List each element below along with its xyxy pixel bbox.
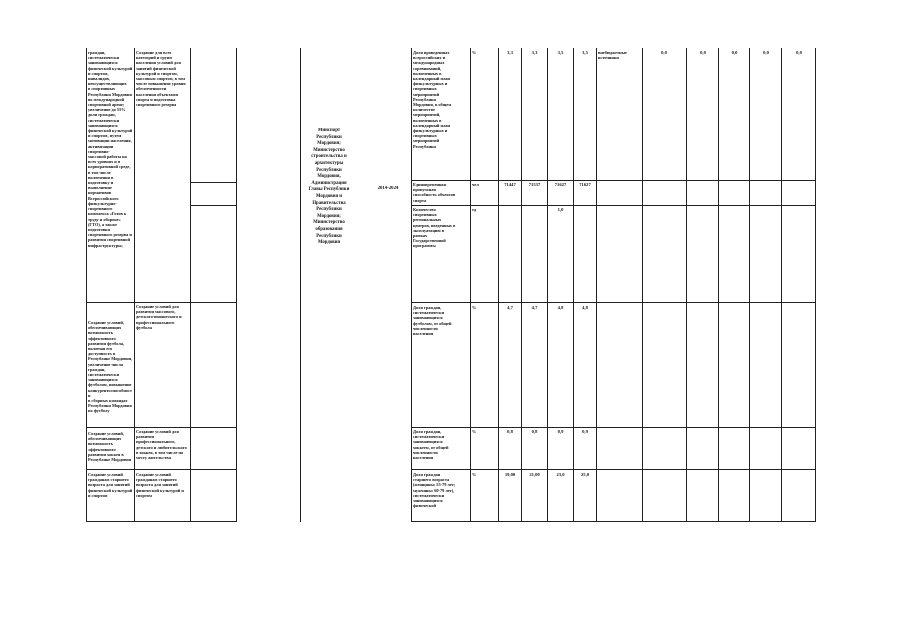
indicator-value: 3,5 xyxy=(582,50,588,55)
indicator-value: 71537 xyxy=(528,182,541,187)
indicator-value: 23,0 xyxy=(556,472,565,477)
indicator-value: 0,9 xyxy=(582,429,588,434)
indicator-value: 71447 xyxy=(504,182,516,187)
indicator-value: 0,8 xyxy=(507,429,513,434)
table-border xyxy=(86,302,236,303)
indicator-unit: % xyxy=(472,305,477,310)
indicator-value: 25,0 xyxy=(580,472,590,477)
indicator-unit: чел xyxy=(472,182,479,187)
funding-value: 0,0 xyxy=(731,50,738,55)
indicator-value: 21,00 xyxy=(529,472,540,477)
table-border xyxy=(470,48,471,522)
indicator-value: 4,8 xyxy=(582,305,588,310)
table-border xyxy=(411,521,816,522)
table-border xyxy=(134,48,135,522)
table-border xyxy=(411,48,412,522)
indicator-value: 3,3 xyxy=(531,50,538,55)
table-border xyxy=(86,48,87,522)
indicator-unit: % xyxy=(472,472,477,477)
table-border xyxy=(86,521,236,522)
table-border xyxy=(236,48,237,522)
funding-value: 0,0 xyxy=(661,50,667,55)
indicator-value: 0,8 xyxy=(531,429,538,434)
indicator-unit: % xyxy=(472,429,477,434)
table-border xyxy=(190,48,191,522)
table-border xyxy=(411,205,816,206)
table-border xyxy=(190,182,236,183)
indicator-value: 4,7 xyxy=(507,305,513,310)
table-border xyxy=(815,48,816,522)
indicator-name: Доля проведенных всероссийских и международных соревнований, включенных в календарный план физкультурных и спортивных мероприятий Республики Мордовия, в общем количестве мероприятий, включенных в календарный план физкультурных и спортивных мероприятий Республики xyxy=(413,50,452,149)
indicator-value: 3,5 xyxy=(557,50,564,55)
indicator-value: 0,9 xyxy=(557,429,564,434)
indicator-name: Единовременная пропускная способность объектов спорта xyxy=(413,182,456,203)
task-text: Создание условий гражданам старшего возраста для занятий физической культурой и спортом xyxy=(136,472,184,498)
goal-text: Создание условий гражданам старшего возраста для занятий физической культурой и спортом xyxy=(88,472,133,498)
table-border xyxy=(300,48,301,522)
funding-value: 0,0 xyxy=(700,50,706,55)
task-text: Создание условий для развития профессионального, детского и любительского в хоккея, в том числе по месту жительства xyxy=(136,429,187,461)
task-text: Создание условий для развития массового, детского-юношеского и профессионального футбола xyxy=(136,304,182,330)
goal-text: Создание условий, обеспечивающих возможность эффективного развития футбола, включая его доступность в Республике Мордовия, увеличение числа граждан, систематически занимающихся футболом, повышение конкурентоспособности в сборных командах Республики Мордовия по футболу xyxy=(88,320,133,414)
indicator-name: Доля граждан старшего возраста (женщины: 55-79 лет; мужчины: 60-79 лет), систематически занимающихся физической xyxy=(413,472,456,509)
table-border xyxy=(596,48,597,522)
table-border xyxy=(686,48,687,522)
goal-text: граждан, систематически занимающихся физической культурой и спортом, инвалидов, неосуществляющих в спортивных Республики Мордовия во международной спортивной арене; увеличение до 55% доли граждан, систематически занимающихся физической культурой и спортом, путем мотивации населения, активизации спортивно- массовой работы на всех уровнях и в корпоративной среде, в том числе включения в подготовку и выполнение нормативов Всероссийского физкультурно- спортивного комплекса «Готов к труду и обороне» (ГТО), а также подготовки спортивного резерва и развития спортивной инфраструктуры; xyxy=(88,50,133,248)
table-border xyxy=(411,302,816,303)
table-border xyxy=(749,48,750,522)
period-text: 2014-2024 xyxy=(377,186,399,191)
indicator-unit: % xyxy=(472,50,477,55)
table-border xyxy=(498,48,499,522)
indicator-name: Доля граждан, систематически занимающихся хоккеем, от общей численности населения xyxy=(413,429,449,461)
funding-value: 0,0 xyxy=(796,50,802,55)
indicator-value: 71627 xyxy=(554,182,567,187)
indicator-value: 1,0 xyxy=(557,207,564,212)
table-border xyxy=(521,48,522,522)
indicator-value: 3,3 xyxy=(507,50,513,55)
task-text: Создание для всех категорий и групп населения условий для занятий физической культурой и спортом, массовым спортом, в том числе повышение уровня обеспеченности населения объектами спорта и подготовка спортивного резерва xyxy=(136,50,186,108)
indicator-value: 4,8 xyxy=(557,305,564,310)
funding-value: 0,0 xyxy=(763,50,769,55)
indicator-name: Количество спортивных региональных центров, введенных в эксплуатацию в рамках Государственной программы xyxy=(413,207,456,249)
table-border xyxy=(642,48,643,522)
table-border xyxy=(86,427,236,428)
table-border xyxy=(411,180,816,181)
table-border xyxy=(781,48,782,522)
table-border xyxy=(86,469,236,470)
table-border xyxy=(411,427,816,428)
table-border xyxy=(190,205,236,206)
indicator-name: Доля граждан, систематически занимающихся футболом, от общей численности населения xyxy=(413,305,452,337)
goal-text: Создание условий, обеспечивающих возможность эффективного развития хоккея в Республике Мордовия xyxy=(88,431,132,463)
funding-source: внебюджетные источники xyxy=(598,50,627,61)
table-border xyxy=(411,469,816,470)
indicator-value: 4,7 xyxy=(531,305,538,310)
indicator-unit: ед xyxy=(472,207,477,212)
indicator-value: 19,00 xyxy=(504,472,516,477)
table-border xyxy=(718,48,719,522)
table-border xyxy=(573,48,574,522)
table-border xyxy=(547,48,548,522)
executors-text: Минспорт Республики Мордовия; Министерство строительства и архитектуры Республики Мордовия, Администрация Главы Республики Мордовия и Правительства Республики Мордовия; Министерство образования Республики Мордовия xyxy=(308,128,350,246)
indicator-value: 71627 xyxy=(579,182,591,187)
